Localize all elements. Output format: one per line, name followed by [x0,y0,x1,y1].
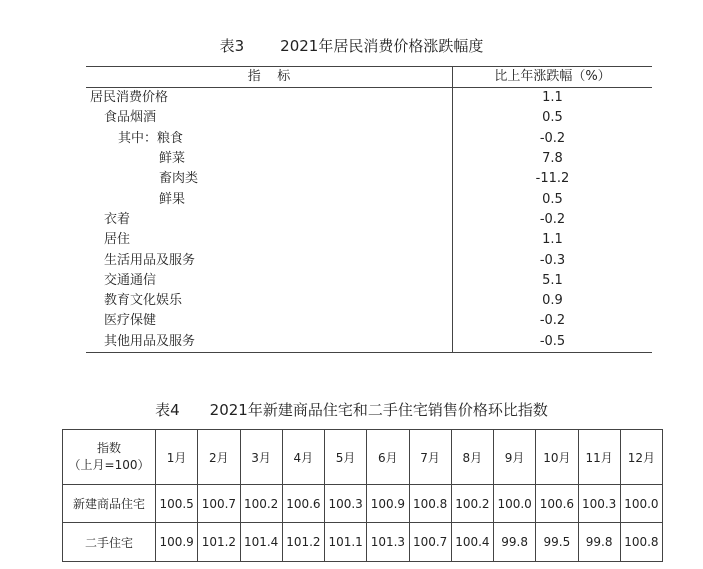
table-row [86,189,652,209]
index-header-line1: 指数 [96,441,121,455]
index-cell: 100.6 [282,485,324,523]
second-hand-label: 二手住宅 [63,523,156,562]
row-value: -0.2 [539,130,566,146]
index-cell: 99.5 [536,523,578,562]
index-cell: 100.3 [325,485,367,523]
row-name: 食品烟酒 [86,108,453,128]
housing-price-index-table [62,429,663,562]
change-header: 比上年涨跌幅（%） [453,67,653,88]
index-cell: 100.0 [620,485,662,523]
index-cell: 101.1 [325,523,367,562]
index-cell: 101.2 [282,523,324,562]
row-value: -0.2 [539,313,566,329]
month-header: 12月 [620,430,662,485]
row-name: 鲜果 [86,189,453,209]
index-cell: 100.3 [578,485,620,523]
index-header-line2: （上月=100） [68,458,150,472]
index-cell: 100.9 [367,485,409,523]
month-header: 3月 [240,430,282,485]
row-name: 鲜菜 [86,149,453,169]
row-name: 生活用品及服务 [86,250,453,270]
table-row [86,291,652,311]
index-cell: 100.4 [451,523,493,562]
month-header: 5月 [325,430,367,485]
table-row [63,523,663,562]
table4-caption: 2021年新建商品住宅和二手住宅销售价格环比指数 [209,401,548,419]
month-header: 4月 [282,430,324,485]
index-cell: 100.0 [494,485,536,523]
row-name: 畜肉类 [86,169,453,189]
index-cell: 101.3 [367,523,409,562]
index-cell: 100.9 [156,523,198,562]
month-header: 2月 [198,430,240,485]
index-cell: 99.8 [494,523,536,562]
index-cell: 100.2 [451,485,493,523]
row-value: -0.5 [453,332,653,353]
index-cell: 100.8 [409,485,451,523]
month-header: 8月 [451,430,493,485]
indicator-header: 指 标 [86,67,453,88]
table4-header-row [63,430,663,485]
table-row [86,169,652,189]
table-row [86,230,652,250]
cpi-change-table [86,66,652,353]
table4-label: 表4 [155,401,180,419]
index-cell: 101.4 [240,523,282,562]
row-value: 5.1 [542,272,563,288]
row-value: 0.9 [542,293,563,309]
index-header [63,430,156,485]
month-header: 9月 [494,430,536,485]
row-value: 0.5 [542,191,563,207]
table-row [63,485,663,523]
row-value: 7.8 [542,151,563,167]
table-row [86,271,652,291]
index-cell: 100.8 [620,523,662,562]
index-cell: 100.5 [156,485,198,523]
row-name: 教育文化娱乐 [86,291,453,311]
row-name: 交通通信 [86,271,453,291]
table-row [86,129,652,149]
month-header: 7月 [409,430,451,485]
month-header: 10月 [536,430,578,485]
row-name: 其中：粮食 [86,129,453,149]
table-row [86,250,652,270]
row-value: -0.3 [539,252,566,268]
index-cell: 100.7 [409,523,451,562]
month-header: 6月 [367,430,409,485]
row-name: 其他用品及服务 [86,332,453,353]
index-cell: 101.2 [198,523,240,562]
table-row [86,149,652,169]
index-cell: 99.8 [578,523,620,562]
table3-header-row [86,67,652,88]
row-value: 0.5 [542,110,563,126]
row-value: 1.1 [542,232,563,248]
row-name: 居民消费价格 [86,88,453,109]
table3-caption: 2021年居民消费价格涨跌幅度 [280,37,484,55]
table-row [86,108,652,128]
new-homes-label: 新建商品住宅 [63,485,156,523]
table3-label: 表3 [219,37,245,55]
table-row [86,311,652,331]
row-value: -0.2 [539,211,566,227]
index-cell: 100.6 [536,485,578,523]
row-value: -11.2 [535,171,570,187]
row-name: 衣着 [86,210,453,230]
row-value: 1.1 [542,90,563,106]
row-name: 医疗保健 [86,311,453,331]
table3-title [0,36,703,56]
month-header: 1月 [156,430,198,485]
table-row [86,88,652,109]
index-cell: 100.2 [240,485,282,523]
index-cell: 100.7 [198,485,240,523]
table-row [86,332,652,353]
table4-title [0,400,703,420]
month-header: 11月 [578,430,620,485]
row-name: 居住 [86,230,453,250]
table-row [86,210,652,230]
